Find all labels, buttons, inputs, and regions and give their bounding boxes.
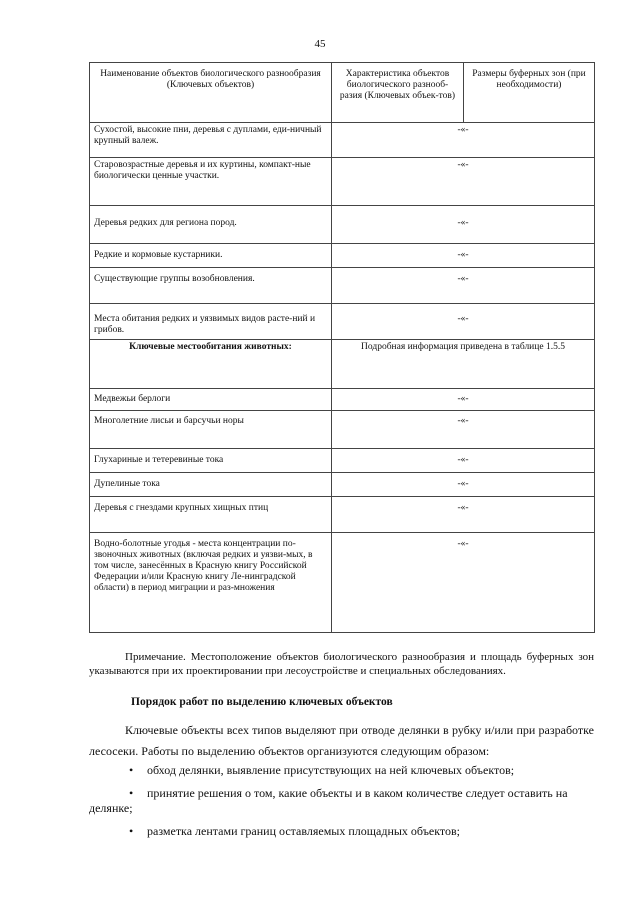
table-row: [90, 497, 595, 533]
row-name: Многолетние лисьи и барсучьи норы: [90, 411, 332, 449]
header-characteristic: Характеристика объектов биологического разнооб-разия (Ключевых объек-тов): [332, 63, 464, 123]
row-name: Сухостой, высокие пни, деревья с дуплами, еди-ничный крупный валеж.: [90, 123, 332, 158]
row-value: -«-: [332, 473, 595, 497]
row-value: -«-: [332, 206, 595, 244]
table-section-row: [90, 340, 595, 389]
list-item: [89, 786, 594, 816]
table-row: [90, 533, 595, 633]
row-name: Дупелиные тока: [90, 473, 332, 497]
row-value: -«-: [332, 268, 595, 304]
row-name: Места обитания редких и уязвимых видов расте-ний и грибов.: [90, 304, 332, 340]
row-value: -«-: [332, 304, 595, 340]
section-title: Ключевые местообитания животных:: [90, 340, 332, 389]
row-value: -«-: [332, 158, 595, 206]
row-name: Редкие и кормовые кустарники.: [90, 244, 332, 268]
body-paragraph: [89, 720, 594, 762]
list-item-text: принятие решения о том, какие объекты и в каком количестве следует оставить на делянке;: [89, 786, 568, 815]
bullet-icon: •: [129, 763, 134, 777]
table-row: [90, 123, 595, 158]
table-row: [90, 206, 595, 244]
section-heading: Порядок работ по выделению ключевых объектов: [131, 696, 393, 708]
row-value: -«-: [332, 389, 595, 411]
row-name: Глухариные и тетеревиные тока: [90, 449, 332, 473]
row-name: Деревья редких для региона пород.: [90, 206, 332, 244]
row-name: Водно-болотные угодья - места концентрации по-звоночных животных (включая редких и уязви-мых, в том числе, занесённых в Красную книгу Российской Федерации и/или Красную книгу Ле-нинградской области) в период миграции и раз-множения: [90, 533, 332, 633]
biodiversity-objects-table: [89, 62, 595, 633]
row-name: Деревья с гнездами крупных хищных птиц: [90, 497, 332, 533]
paragraph-text: Ключевые объекты всех типов выделяют при отводе делянки в рубку и/или при разработке лесосеки. Работы по выделению объектов организуются следующим образом:: [89, 723, 594, 758]
note-text: Примечание. Местоположение объектов биологического разнообразия и площадь буферных зон указываются при их проектировании при лесоустройстве и специальных обследованиях.: [89, 651, 594, 677]
row-name: Старовозрастные деревья и их куртины, компакт-ные биологически ценные участки.: [90, 158, 332, 206]
bullet-icon: •: [129, 786, 134, 800]
table-row: [90, 411, 595, 449]
table-row: [90, 473, 595, 497]
table-row: [90, 268, 595, 304]
table-row: [90, 244, 595, 268]
table-row: [90, 449, 595, 473]
row-value: -«-: [332, 497, 595, 533]
bullet-icon: •: [129, 824, 134, 838]
page-number: 45: [314, 38, 326, 50]
list-item-text: обход делянки, выявление присутствующих на ней ключевых объектов;: [147, 763, 515, 777]
procedure-list: [89, 763, 594, 847]
row-value: -«-: [332, 123, 595, 158]
list-item: [89, 763, 594, 778]
header-buffer-size: Размеры буферных зон (при необходимости): [464, 63, 595, 123]
row-value: -«-: [332, 449, 595, 473]
row-name: Существующие группы возобновления.: [90, 268, 332, 304]
header-object-name: Наименование объектов биологического разнообразия (Ключевых объектов): [90, 63, 332, 123]
table-row: [90, 158, 595, 206]
row-value: -«-: [332, 244, 595, 268]
section-info: Подробная информация приведена в таблице 1.5.5: [332, 340, 595, 389]
table-row: [90, 389, 595, 411]
table-note: [89, 650, 594, 678]
table-header-row: [90, 63, 595, 123]
list-item: [89, 824, 594, 839]
table-row: [90, 304, 595, 340]
row-value: -«-: [332, 533, 595, 633]
row-value: -«-: [332, 411, 595, 449]
row-name: Медвежьи берлоги: [90, 389, 332, 411]
list-item-text: разметка лентами границ оставляемых площадных объектов;: [147, 824, 461, 838]
